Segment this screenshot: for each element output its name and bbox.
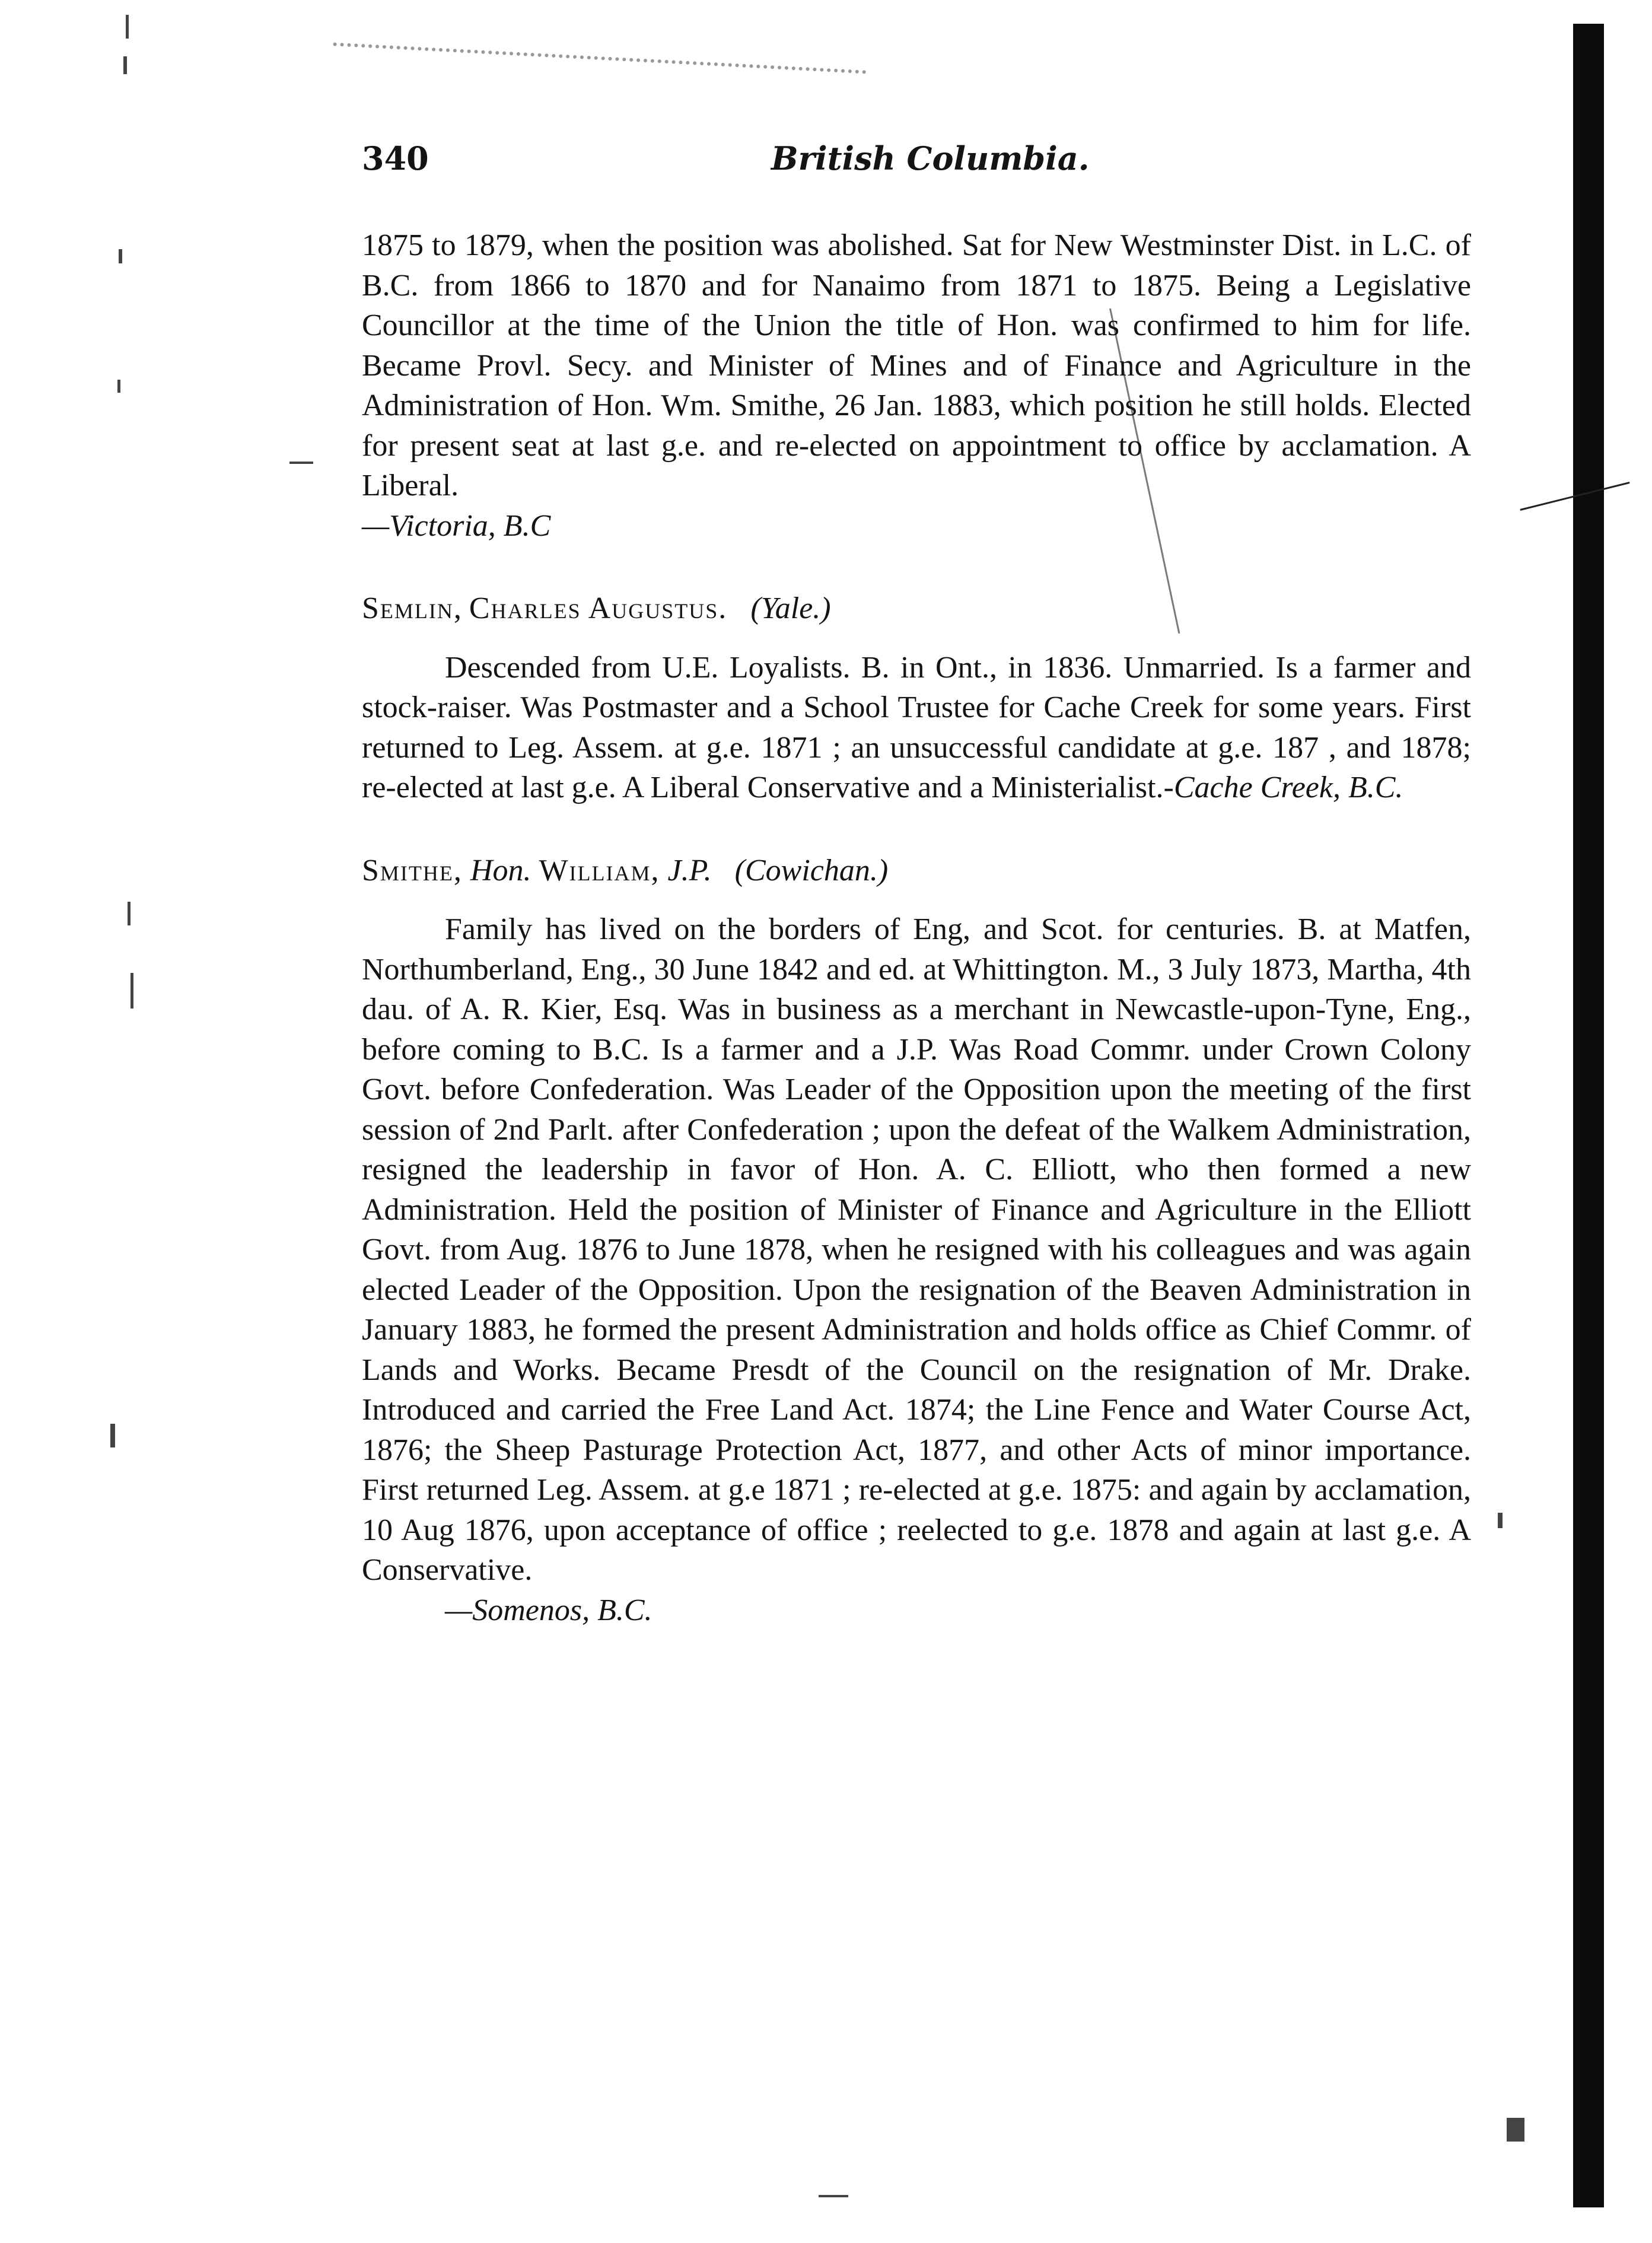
entry-body-smithe bbox=[362, 909, 1471, 1630]
entry-heading-smithe bbox=[362, 851, 1471, 891]
page-header bbox=[362, 139, 1474, 187]
entry-given-names: Charles Augustus. bbox=[469, 591, 728, 625]
running-head: British Columbia. bbox=[771, 139, 1090, 177]
scan-speckle-arc bbox=[332, 42, 866, 97]
entry-residence: -Cache Creek, B.C. bbox=[1163, 771, 1403, 804]
continuation-residence: —Victoria, B.C bbox=[362, 508, 551, 543]
entry-constituency: (Cowichan.) bbox=[734, 853, 889, 887]
page-body bbox=[362, 225, 1471, 1630]
entry-text: Family has lived on the borders of Eng, and Scot. for centuries. B. at Matfen, Northumberland, Eng., 30 June 1842 and ed. at Whittington. M., 3 July 1873, Martha, 4th dau. of A. R. Kier, Esq. Was in business as a merchant in Newcastle-upon-Tyne, Eng., before coming to B.C. Is a farmer and a J.P. Was Road Commr. under Crown Colony Govt. before Confederation. Was Leader of the Opposition upon the meeting of the first session of 2nd Parlt. after Confederation ; upon the defeat of the Walkem Administration, resigned the leadership in favor of Hon. A. C. Elliott, who then formed a new Administration. Held the position of Minister of Finance and Agriculture in the Elliott Govt. from Aug. 1876 to June 1878, when he resigned with his colleagues and was again elected Leader of the Opposition. Upon the resignation of the Beaven Administration in January 1883, he formed the present Administration and holds office as Chief Commr. of Lands and Works. Became Presdt of the Council on the resignation of Mr. Drake. Introduced and carried the Free Land Act. 1874; the Line Fence and Water Course Act, 1876; the Sheep Pasturage Protection Act, 1877, and other Acts of minor importance. First returned Leg. Assem. at g.e 1871 ; re-elected at g.e. 1875: and again by acclamation, 10 Aug 1876, upon acceptance of office ; reelected to g.e. 1878 and again at last g.e. A Conservative. bbox=[362, 912, 1471, 1587]
entry-residence: —Somenos, B.C. bbox=[445, 1593, 652, 1627]
entry-heading-semlin: Semlin, Charles Augustus. (Yale.) bbox=[362, 591, 831, 625]
entry-body-semlin bbox=[362, 648, 1471, 808]
entry-surname: Smithe, bbox=[362, 853, 463, 887]
continuation-paragraph bbox=[362, 225, 1471, 546]
page-number: 340 bbox=[362, 139, 429, 177]
scan-edge-bar bbox=[1573, 24, 1604, 2207]
entry-surname: Semlin bbox=[362, 591, 454, 625]
entry-text: Descended from U.E. Loyalists. B. in Ont., in 1836. Unmarried. Is a farmer and stock-raiser. Was Postmaster and a School Trustee for Cache Creek for some years. First returned to Leg. Assem. at g.e. 1871 ; an unsuccessful candidate at g.e. 187 , and 1878; re-elected at last g.e. A Liberal Conservative and a Ministerialist. bbox=[362, 650, 1471, 804]
entry-suffix: J.P. bbox=[667, 853, 712, 887]
entry-given-names: William, bbox=[539, 853, 660, 887]
entry-title: Hon. bbox=[470, 853, 531, 887]
entry-constituency: (Yale.) bbox=[750, 591, 831, 625]
continuation-text: 1875 to 1879, when the position was abolished. Sat for New Westminster Dist. in L.C. of B.C. from 1866 to 1870 and for Nanaimo from 1871 to 1875. Being a Legislative Councillor at the time of the Union the title of Hon. was confirmed to him for life. Became Provl. Secy. and Minister of Mines and of Finance and Agriculture in the Administration of Hon. Wm. Smithe, 26 Jan. 1883, which position he still holds. Elected for present seat at last g.e. and re-elected on appointment to office by acclamation. A Liberal. bbox=[362, 228, 1471, 502]
